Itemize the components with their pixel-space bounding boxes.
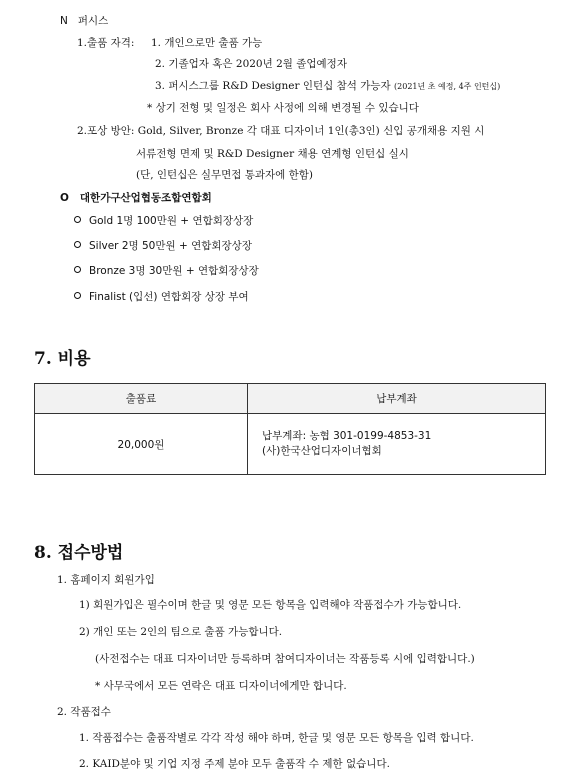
bullet-icon: [74, 266, 81, 273]
submission-item: 1. 작품접수는 출품작별로 각각 작성 해야 하며, 한글 및 영문 모든 항목을 입력 합니다.: [79, 732, 474, 744]
signup-subheading: 1. 홈페이지 회원가입: [57, 574, 155, 586]
section-o-heading: [60, 191, 212, 205]
account-holder: (사)한국산업디자이너협회: [262, 445, 382, 457]
award-text: Finalist (입선) 연합회장 상장 부여: [89, 291, 249, 303]
reward-line: 2.포상 방안: Gold, Silver, Bronze 각 대표 디자이너 1인(총3인) 신입 공개채용 지원 시: [77, 125, 485, 137]
eligibility-line: 2. 기졸업자 혹은 2020년 2월 졸업예정자: [155, 58, 347, 70]
award-item: [74, 290, 249, 304]
eligibility-line: [155, 79, 500, 94]
table-header-row: [35, 384, 546, 414]
award-item: [74, 239, 252, 253]
account-cell: [248, 414, 546, 475]
award-text: Bronze 3명 30만원 + 연합회장상장: [89, 265, 259, 277]
submission-item: 2. KAID분야 및 기업 지정 주제 분야 모두 출품작 수 제한 없습니다.: [79, 758, 390, 770]
reward-line: (단, 인턴십은 실무면접 통과자에 한함): [136, 169, 314, 181]
signup-item: 1) 회원가입은 필수이며 한글 및 영문 모든 항목을 입력해야 작품접수가 가능합니다.: [79, 599, 462, 611]
bullet-icon: [74, 241, 81, 248]
award-text: Silver 2명 50만원 + 연합회장상장: [89, 240, 252, 252]
fee-column-header: 출품료: [35, 384, 248, 414]
fee-value: 20,000원: [35, 414, 248, 475]
section-o-title: 대한가구산업협동조합연합회: [79, 192, 212, 204]
section-n-title: 퍼시스: [77, 15, 109, 27]
signup-item: 2) 개인 또는 2인의 팀으로 출품 가능합니다.: [79, 626, 283, 638]
signup-item: (사전접수는 대표 디자이너만 등록하며 참여디자이너는 작품등록 시에 입력합니다.): [95, 653, 475, 665]
reward-line: 서류전형 면제 및 R&D Designer 채용 연계형 인턴십 실시: [136, 148, 409, 160]
table-row: [35, 414, 546, 475]
schedule-note: * 상기 전형 및 일정은 회사 사정에 의해 변경될 수 있습니다: [147, 102, 419, 114]
award-item: [74, 264, 259, 278]
section-o-marker: O: [60, 192, 69, 204]
section-n-marker: N: [60, 15, 68, 27]
submission-subheading: 2. 작품접수: [57, 706, 111, 718]
fee-table: [34, 383, 546, 475]
eligibility-label: 1.출품 자격:: [77, 37, 135, 49]
account-number: 납부계좌: 농협 301-0199-4853-31: [262, 430, 432, 442]
eligibility-line-text: 3. 퍼시스그룹 R&D Designer 인턴십 참석 가능자: [155, 80, 391, 92]
section-7-heading: 7. 비용: [34, 349, 91, 369]
eligibility-line: 1. 개인으로만 출품 가능: [151, 37, 263, 49]
bullet-icon: [74, 216, 81, 223]
award-item: [74, 214, 253, 228]
eligibility-line-note: (2021년 초 예정, 4주 인턴십): [394, 82, 501, 91]
award-text: Gold 1명 100만원 + 연합회장상장: [89, 215, 254, 227]
signup-item: * 사무국에서 모든 연락은 대표 디자이너에게만 합니다.: [95, 680, 347, 692]
section-n-heading: [60, 14, 108, 28]
section-8-heading: 8. 접수방법: [34, 543, 124, 563]
bullet-icon: [74, 292, 81, 299]
account-column-header: 납부계좌: [248, 384, 546, 414]
